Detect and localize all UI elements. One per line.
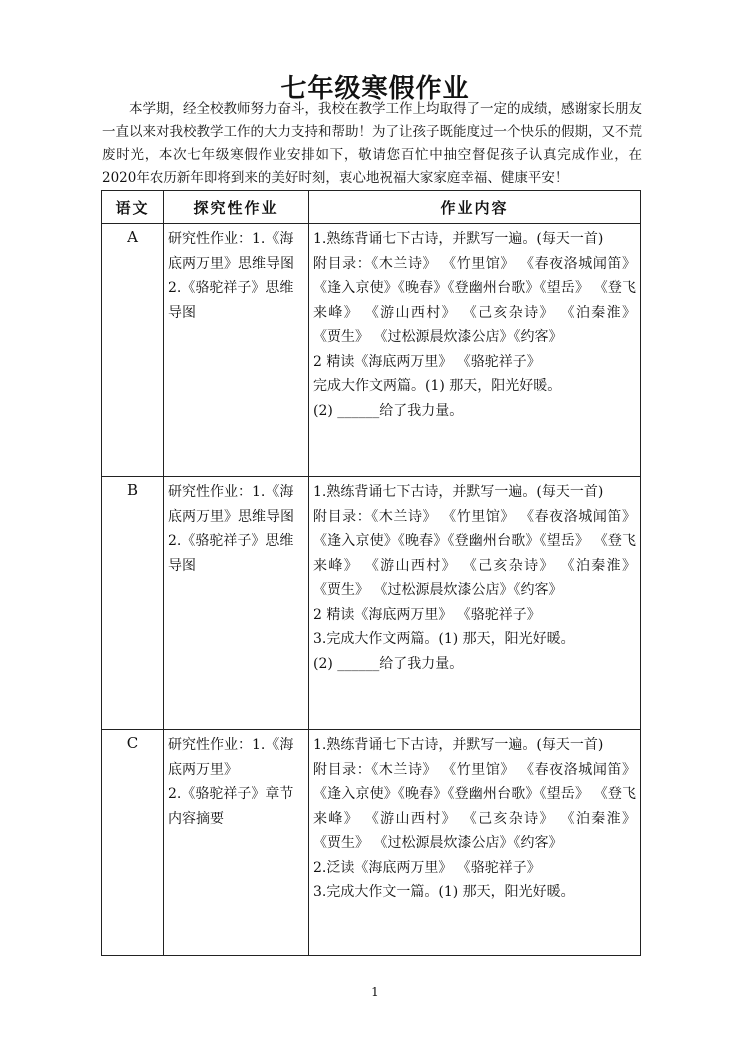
content-line: 2 精读《海底两万里》 《骆驼祥子》 (313, 353, 541, 370)
content-line: 1.熟练背诵七下古诗，并默写一遍。(每天一首) (313, 737, 604, 753)
content-cell (309, 224, 641, 477)
intro-text: 本学期，经全校教师努力奋斗，我校在教学工作上均取得了一定的成绩，感谢家长朋友一直以来对我校教学工作的大力支持和帮助！为了让孩子既能度过一个快乐的假期，又不荒废时光，本次七年级寒假作业安排如下，敬请您百忙中抽空督促孩子认真完成作业，在2020年农历新年即将到来的美好时刻，衷心地祝福大家家庭幸福、健康平安！ (102, 101, 642, 186)
content-line: (2) ______给了我力量。 (313, 655, 464, 672)
header-research: 探究性作业 (164, 191, 309, 224)
table-row-b (102, 477, 641, 730)
table-header-row (102, 191, 641, 224)
content-line: 3.完成大作文一篇。(1) 那天，阳光好暖。 (313, 884, 575, 900)
grade-cell: C (102, 730, 164, 956)
content-line: 2.泛读《海底两万里》 《骆驼祥子》 (313, 859, 541, 876)
table-row-c (102, 730, 641, 956)
research-item: 研究性作业：1.《海底两万里》思维导图 (168, 231, 294, 272)
content-line: 1.熟练背诵七下古诗，并默写一遍。(每天一首) (313, 231, 604, 247)
intro-paragraph (102, 98, 642, 190)
research-item: 研究性作业：1.《海底两万里》 (168, 737, 294, 778)
content-line: 附目录：《木兰诗》 《竹里馆》 《春夜洛城闻笛》《逢入京使》《晚春》《登幽州台歌》《望岳》 《登飞来峰》 《游山西村》 《己亥杂诗》 《泊秦淮》 《贾生》 《过松源晨炊漆公店》《约客》 (313, 761, 636, 851)
content-cell (309, 477, 641, 730)
research-item: 研究性作业：1.《海底两万里》思维导图 (168, 484, 294, 525)
research-item: 2.《骆驼祥子》章节内容摘要 (168, 786, 294, 827)
research-item: 2.《骆驼祥子》思维导图 (168, 533, 294, 574)
content-cell (309, 730, 641, 956)
content-line: (2) ______给了我力量。 (313, 402, 464, 419)
content-line: 2 精读《海底两万里》 《骆驼祥子》 (313, 606, 541, 623)
research-cell (164, 730, 309, 956)
header-subject: 语文 (102, 191, 164, 224)
header-content: 作业内容 (309, 191, 641, 224)
content-line: 完成大作文两篇。(1) 那天，阳光好暖。 (313, 378, 562, 394)
grade-cell: B (102, 477, 164, 730)
research-cell (164, 477, 309, 730)
content-line: 1.熟练背诵七下古诗，并默写一遍。(每天一首) (313, 484, 604, 500)
page-number: 1 (371, 985, 379, 999)
table-row-a (102, 224, 641, 477)
research-item: 2.《骆驼祥子》思维导图 (168, 280, 294, 321)
content-line: 附目录：《木兰诗》 《竹里馆》 《春夜洛城闻笛》《逢入京使》《晚春》《登幽州台歌》《望岳》 《登飞来峰》 《游山西村》 《己亥杂诗》 《泊秦淮》 《贾生》 《过松源晨炊漆公店》《约客》 (313, 508, 636, 598)
document-title: 七年级寒假作业 (280, 74, 470, 104)
content-line: 3.完成大作文两篇。(1) 那天，阳光好暖。 (313, 631, 575, 647)
homework-table (101, 190, 641, 956)
grade-cell: A (102, 224, 164, 477)
research-cell (164, 224, 309, 477)
content-line: 附目录：《木兰诗》 《竹里馆》 《春夜洛城闻笛》《逢入京使》《晚春》《登幽州台歌》《望岳》 《登飞来峰》 《游山西村》 《己亥杂诗》 《泊秦淮》 《贾生》 《过松源晨炊漆公店》《约客》 (313, 255, 636, 345)
